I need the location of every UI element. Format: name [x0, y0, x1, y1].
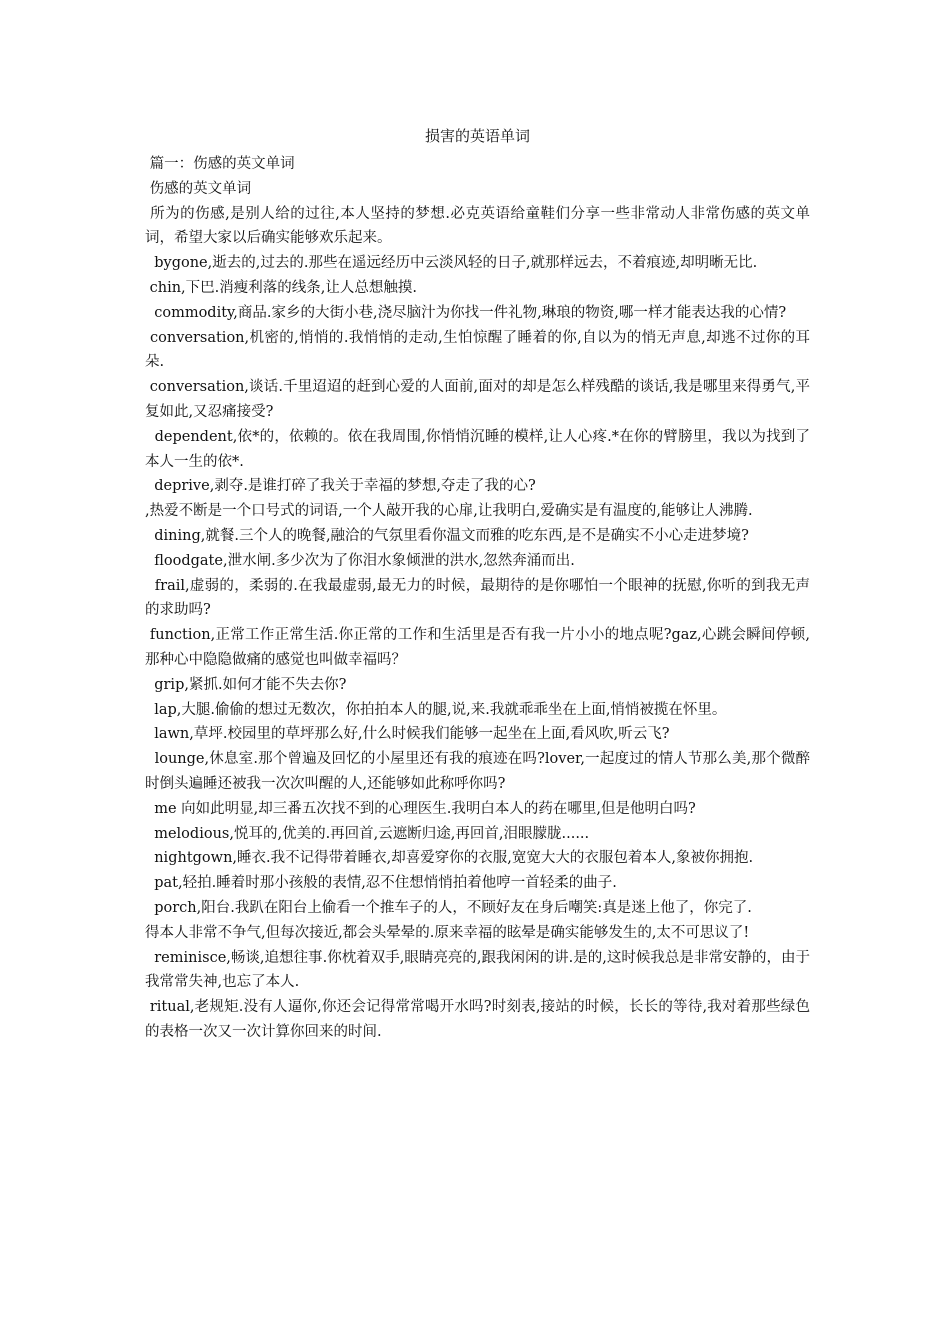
paragraph: me 向如此明显,却三番五次找不到的心理医生.我明白本人的药在哪里,但是他明白吗? — [145, 800, 696, 817]
paragraph: ,热爱不断是一个口号式的词语,一个人敲开我的心扉,让我明白,爱确实是有温度的,能够让人沸腾. — [145, 503, 753, 520]
paragraph: floodgate,泄水闸.多少次为了你泪水象倾泄的洪水,忽然奔涌而出. — [145, 552, 575, 569]
paragraph: 篇一：伤感的英文单词 — [145, 156, 295, 172]
document-title: 损害的英语单词 — [424, 127, 530, 145]
paragraph: reminisce,畅谈,追想往事.你枕着双手,眼睛亮亮的,跟我闲闲的讲.是的,这时候我总是非常安静的，由于我常常失神,也忘了本人. — [145, 949, 811, 991]
paragraph: 所为的伤感,是别人给的过往,本人坚持的梦想.必克英语给童鞋们分享一些非常动人非常伤感的英文单词，希望大家以后确实能够欢乐起来。 — [145, 205, 811, 247]
paragraph: pat,轻拍.睡着时那小孩般的表情,忍不住想悄悄拍着他哼一首轻柔的曲子. — [145, 875, 617, 892]
paragraph: conversation,谈话.千里迢迢的赶到心爱的人面前,面对的却是怎么样残酷的谈话,我是哪里来得勇气,平复如此,又忍痛接受? — [145, 379, 810, 420]
paragraph: function,正常工作正常生活.你正常的工作和生活里是否有我一片小小的地点呢?gaz,心跳会瞬间停顿,那种心中隐隐做痛的感觉也叫做幸福吗？ — [145, 627, 810, 668]
paragraph: dining,就餐.三个人的晚餐,融洽的气氛里看你温文而雅的吃东西,是不是确实不小心走进梦境? — [145, 527, 749, 544]
paragraph: conversation,机密的,悄悄的.我悄悄的走动,生怕惊醒了睡着的你,自以为的悄无声息,却逃不过你的耳朵. — [145, 329, 810, 371]
paragraph: grip,紧抓.如何才能不失去你? — [145, 676, 347, 693]
paragraph: commodity,商品.家乡的大街小巷,浇尽脑汁为你找一件礼物,琳琅的物资,哪一样才能表达我的心情? — [145, 304, 787, 321]
paragraph: 得本人非常不争气,但每次接近,都会头晕晕的.原来幸福的眩晕是确实能够发生的,太不可思议了! — [145, 924, 750, 941]
document-page — [145, 124, 810, 1045]
paragraph: lawn,草坪.校园里的草坪那么好,什么时候我们能够一起坐在上面,看风吹,听云飞? — [145, 726, 670, 743]
paragraph: nightgown,睡衣.我不记得带着睡衣,却喜爱穿你的衣服,宽宽大大的衣服包着本人,象被你拥抱. — [145, 850, 754, 867]
paragraph: lap,大腿.偷偷的想过无数次，你拍拍本人的腿,说,来.我就乖乖坐在上面,悄悄被揽在怀里。 — [145, 701, 727, 718]
paragraph: bygone,逝去的,过去的.那些在遥远经历中云淡风轻的日子,就那样远去，不着痕迹,却明晰无比. — [145, 255, 758, 272]
paragraph: melodious,悦耳的,优美的.再回首,云遮断归途,再回首,泪眼朦胧...... — [145, 825, 590, 842]
paragraph: deprive,剥夺.是谁打碎了我关于幸福的梦想,夺走了我的心? — [145, 478, 536, 495]
paragraph: frail,虚弱的，柔弱的.在我最虚弱,最无力的时候，最期待的是你哪怕一个眼神的抚慰,你听的到我无声的求助吗? — [145, 577, 811, 619]
paragraph: chin,下巴.消瘦利落的线条,让人总想触摸. — [145, 279, 417, 296]
paragraph: ritual,老规矩.没有人逼你,你还会记得常常喝开水吗?时刻表,接站的时候，长长的等待,我对着那些绿色的表格一次又一次计算你回来的时间. — [145, 999, 810, 1040]
paragraph: lounge,休息室.那个曾遍及回忆的小屋里还有我的痕迹在吗?lover,一起度过的情人节那么美,那个微醉时倒头遍睡还被我一次次叫醒的人,还能够如此称呼你吗? — [145, 751, 811, 792]
paragraph: 伤感的英文单词 — [145, 180, 252, 197]
paragraph: dependent,依*的，依赖的。依在我周围,你悄悄沉睡的模样,让人心疼.*在你的臂膀里，我以为找到了本人一生的依*. — [145, 428, 811, 470]
document-body — [145, 152, 810, 1045]
paragraph: porch,阳台.我趴在阳台上偷看一个推车子的人，不顾好友在身后嘲笑:真是迷上他了，你完了. — [145, 899, 752, 916]
